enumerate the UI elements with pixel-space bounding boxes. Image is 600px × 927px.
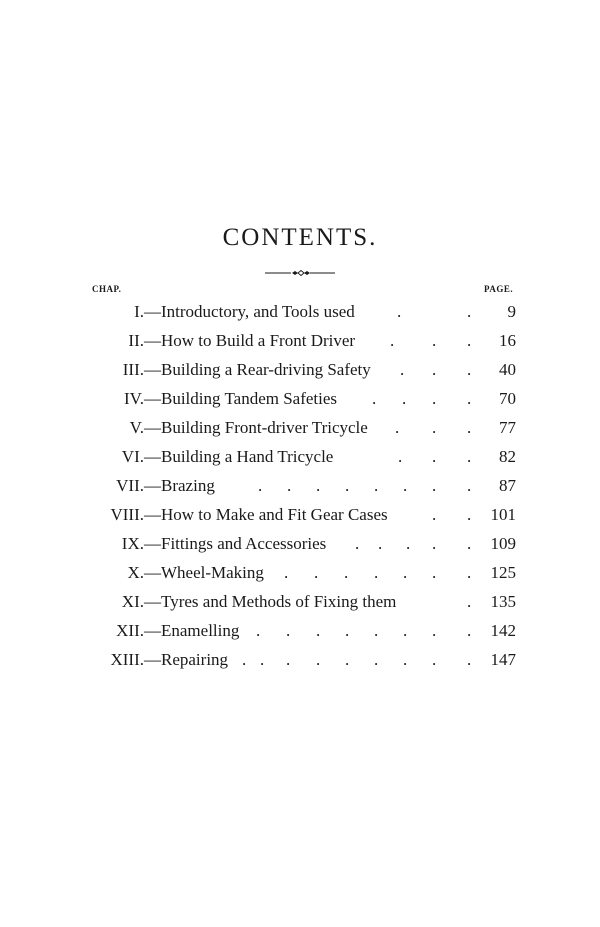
leader-dots: . — [432, 534, 437, 553]
toc-row — [0, 648, 600, 677]
leader-dots: . — [467, 621, 472, 640]
leader-dots: . — [432, 476, 437, 495]
chapter-title: —Building a Hand Tricycle — [144, 447, 334, 466]
chapter-number: XIII. — [110, 650, 144, 669]
chapter-title: —Tyres and Methods of Fixing them — [144, 592, 397, 611]
chapter-title: —Repairing — [144, 650, 229, 669]
leader-dots: . — [403, 650, 408, 669]
toc-row — [0, 416, 600, 445]
toc-row — [0, 445, 600, 474]
leader-dots: . — [467, 302, 472, 321]
page-number: 125 — [490, 563, 516, 582]
page-column-label: PAGE. — [484, 284, 514, 294]
leader-dots: . — [345, 650, 350, 669]
leader-dots: . — [432, 331, 437, 350]
chapter-title: —Introductory, and Tools used — [144, 302, 355, 321]
leader-dots: . — [284, 563, 289, 582]
leader-dots: . — [316, 650, 321, 669]
leader-dots: . — [287, 476, 292, 495]
leader-dots: . — [316, 621, 321, 640]
leader-dots: . — [256, 621, 261, 640]
leader-dots: . — [467, 592, 472, 611]
leader-dots: . — [432, 621, 437, 640]
leader-dots: . — [372, 389, 377, 408]
leader-dots: . — [355, 534, 360, 553]
leader-dots: . — [258, 476, 263, 495]
page-number: 142 — [490, 621, 516, 640]
chapter-title: —How to Build a Front Driver — [144, 331, 356, 350]
chapter-number: XI. — [121, 592, 144, 611]
page-title: CONTENTS. — [222, 224, 378, 251]
chapter-number: IX. — [121, 534, 144, 553]
leader-dots: . — [467, 534, 472, 553]
leader-dots: . — [432, 505, 437, 524]
chapter-number: IV. — [124, 389, 144, 408]
leader-dots: . — [432, 563, 437, 582]
chapter-number: VIII. — [110, 505, 144, 524]
page-number: 9 — [507, 302, 516, 321]
leader-dots: . — [432, 418, 437, 437]
toc-row — [0, 590, 600, 619]
page-number: 147 — [490, 650, 516, 669]
chapter-number: VI. — [121, 447, 144, 466]
chapter-title: —Fittings and Accessories — [144, 534, 327, 553]
leader-dots: . — [345, 476, 350, 495]
leader-dots: . — [397, 302, 402, 321]
chapter-title: —Building Tandem Safeties — [144, 389, 338, 408]
leader-dots: . — [467, 389, 472, 408]
page-number: 40 — [499, 360, 516, 379]
leader-dots: . — [344, 563, 349, 582]
chapter-title: —Wheel-Making — [144, 563, 264, 582]
leader-dots: . — [374, 563, 379, 582]
leader-dots: . — [286, 650, 291, 669]
chapter-number: XII. — [116, 621, 144, 640]
page-number: 82 — [499, 447, 516, 466]
chapter-title: —Building a Rear-driving Safety — [144, 360, 371, 379]
chapter-number: I. — [134, 302, 144, 321]
toc-row — [0, 474, 600, 503]
toc-row — [0, 387, 600, 416]
leader-dots: . — [467, 418, 472, 437]
leader-dots: . — [316, 476, 321, 495]
leader-dots: . — [374, 476, 379, 495]
chapter-title: —How to Make and Fit Gear Cases — [144, 505, 388, 524]
toc-row — [0, 532, 600, 561]
leader-dots: . — [467, 331, 472, 350]
toc-row — [0, 619, 600, 648]
chapter-title: —Brazing — [144, 476, 215, 495]
leader-dots: . — [314, 563, 319, 582]
toc-row — [0, 358, 600, 387]
page-number: 101 — [490, 505, 516, 524]
page-number: 109 — [490, 534, 516, 553]
leader-dots: . — [400, 360, 405, 379]
leader-dots: . — [403, 621, 408, 640]
leader-dots: . — [467, 447, 472, 466]
leader-dots: . — [467, 360, 472, 379]
leader-dots: . — [467, 650, 472, 669]
leader-dots: . — [432, 447, 437, 466]
table-of-contents — [0, 300, 600, 677]
toc-row — [0, 503, 600, 532]
leader-dots: . — [432, 360, 437, 379]
leader-dots: . — [260, 650, 265, 669]
leader-dots: . — [395, 418, 400, 437]
leader-dots: . — [403, 563, 408, 582]
leader-dots: . — [402, 389, 407, 408]
leader-dots: . — [467, 505, 472, 524]
page-number: 87 — [499, 476, 516, 495]
chapter-number: VII. — [116, 476, 144, 495]
leader-dots: . — [374, 621, 379, 640]
page-number: 70 — [499, 389, 516, 408]
leader-dots: . — [403, 476, 408, 495]
chapter-column-label: CHAP. — [92, 284, 122, 294]
leader-dots: . — [467, 476, 472, 495]
ornament-divider-icon — [265, 268, 335, 278]
leader-dots: . — [378, 534, 383, 553]
toc-row — [0, 329, 600, 358]
leader-dots: . — [390, 331, 395, 350]
chapter-number: X. — [127, 563, 144, 582]
leader-dots: . — [374, 650, 379, 669]
leader-dots: . — [406, 534, 411, 553]
toc-row — [0, 561, 600, 590]
page-number: 77 — [499, 418, 516, 437]
chapter-number: V. — [129, 418, 144, 437]
leader-dots: . — [467, 563, 472, 582]
chapter-number: III. — [122, 360, 144, 379]
leader-dots: . — [345, 621, 350, 640]
leader-dots: . — [286, 621, 291, 640]
leader-dots: . — [432, 389, 437, 408]
toc-row — [0, 300, 600, 329]
chapter-title: —Building Front-driver Tricycle — [144, 418, 368, 437]
page-number: 16 — [499, 331, 516, 350]
leader-dots: . — [432, 650, 437, 669]
chapter-title: —Enamelling — [144, 621, 240, 640]
page-number: 135 — [490, 592, 516, 611]
leader-dots: . — [398, 447, 403, 466]
leader-dots: . — [242, 650, 247, 669]
chapter-number: II. — [128, 331, 144, 350]
